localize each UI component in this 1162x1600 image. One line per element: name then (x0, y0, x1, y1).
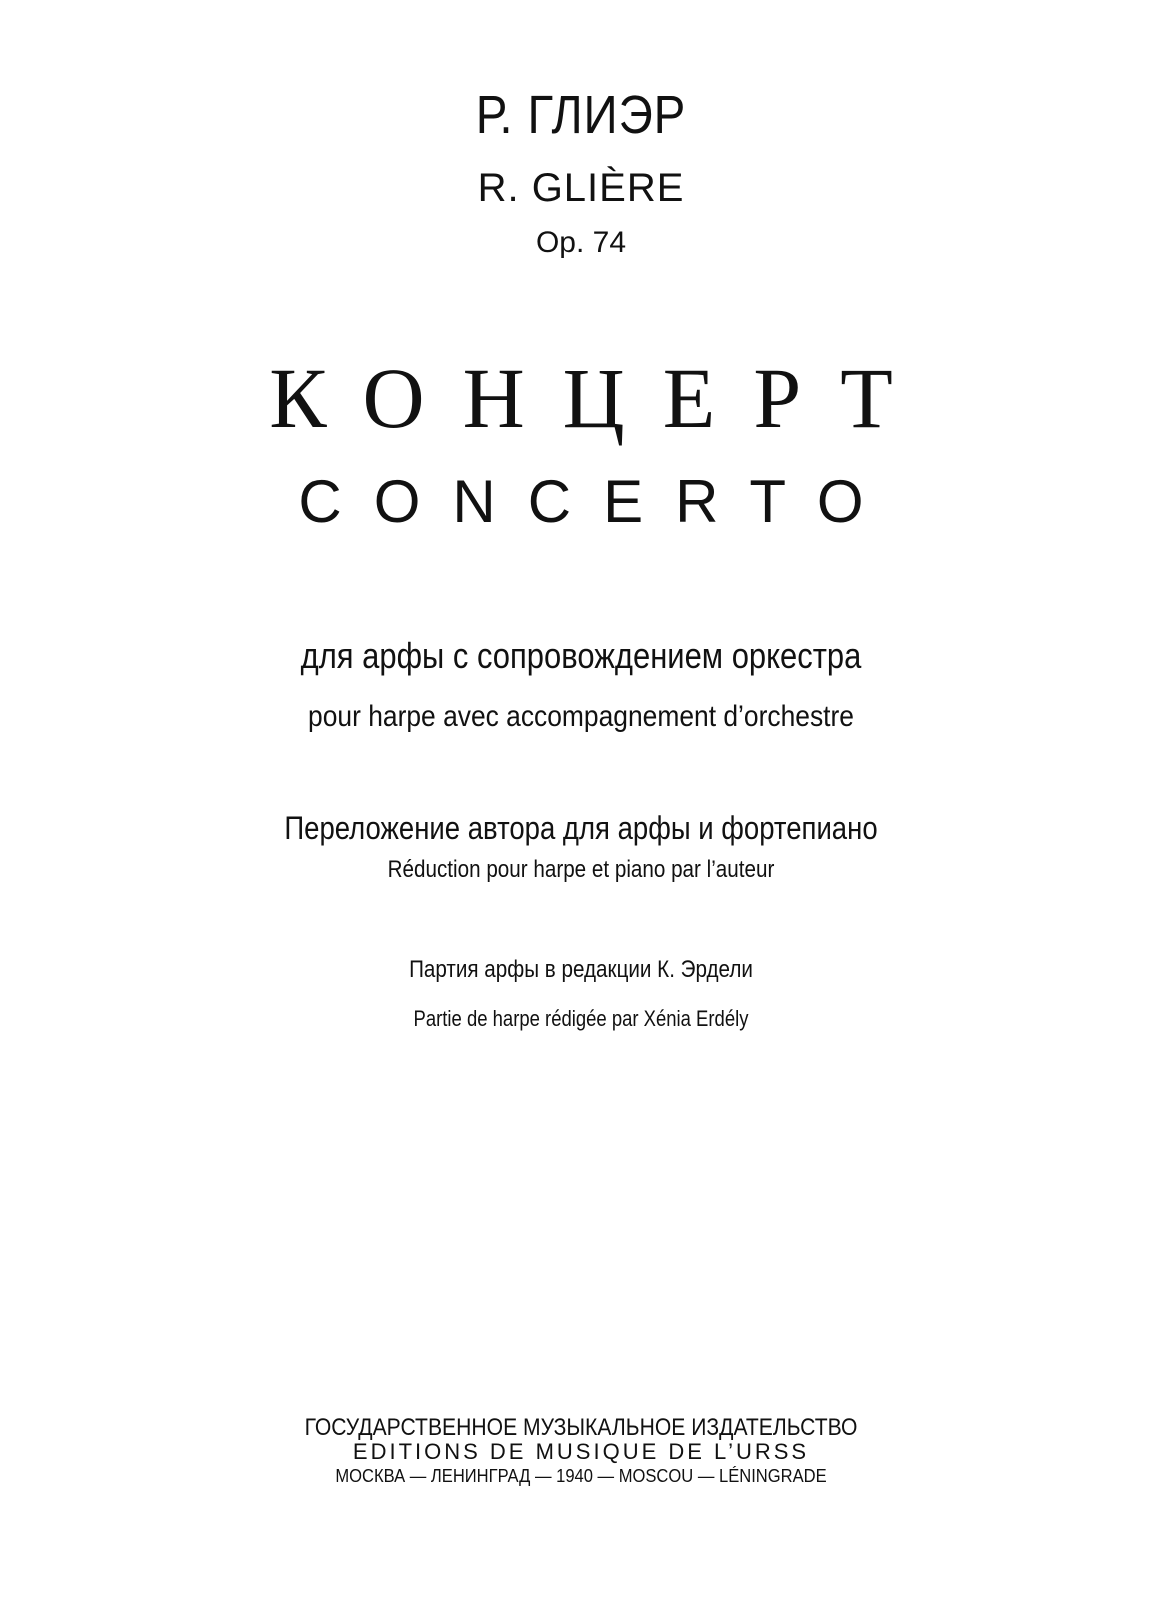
publisher-russian: ГОСУДАРСТВЕННОЕ МУЗЫКАЛЬНОЕ ИЗДАТЕЛЬСТВО (304, 1414, 858, 1441)
opus-number: Op. 74 (535, 226, 627, 259)
editor-note-french: Partie de harpe rédigée par Xénia Erdély (413, 1006, 749, 1031)
publication-cities-year: МОСКВА — ЛЕНИНГРАД — 1940 — MOSCOU — LÉNINGRADE (335, 1466, 827, 1486)
instrumentation-russian: для арфы с сопровождением оркестра (300, 635, 862, 676)
publisher-french: EDITIONS DE MUSIQUE DE L’URSS (352, 1439, 810, 1464)
composer-name-russian: Р. ГЛИЭР (475, 85, 687, 145)
work-title-french: CONCERTO (298, 468, 896, 535)
reduction-note-russian: Переложение автора для арфы и фортепиано (284, 810, 878, 846)
composer-name-french: R. GLIÈRE (477, 166, 685, 210)
reduction-note-french: Réduction pour harpe et piano par l’auteur (387, 856, 775, 883)
work-title-russian: КОНЦЕРТ (269, 350, 931, 446)
editor-note-russian: Партия арфы в редакции К. Эрдели (409, 956, 753, 983)
instrumentation-french: pour harpe avec accompagnement d’orchestre (308, 700, 854, 733)
